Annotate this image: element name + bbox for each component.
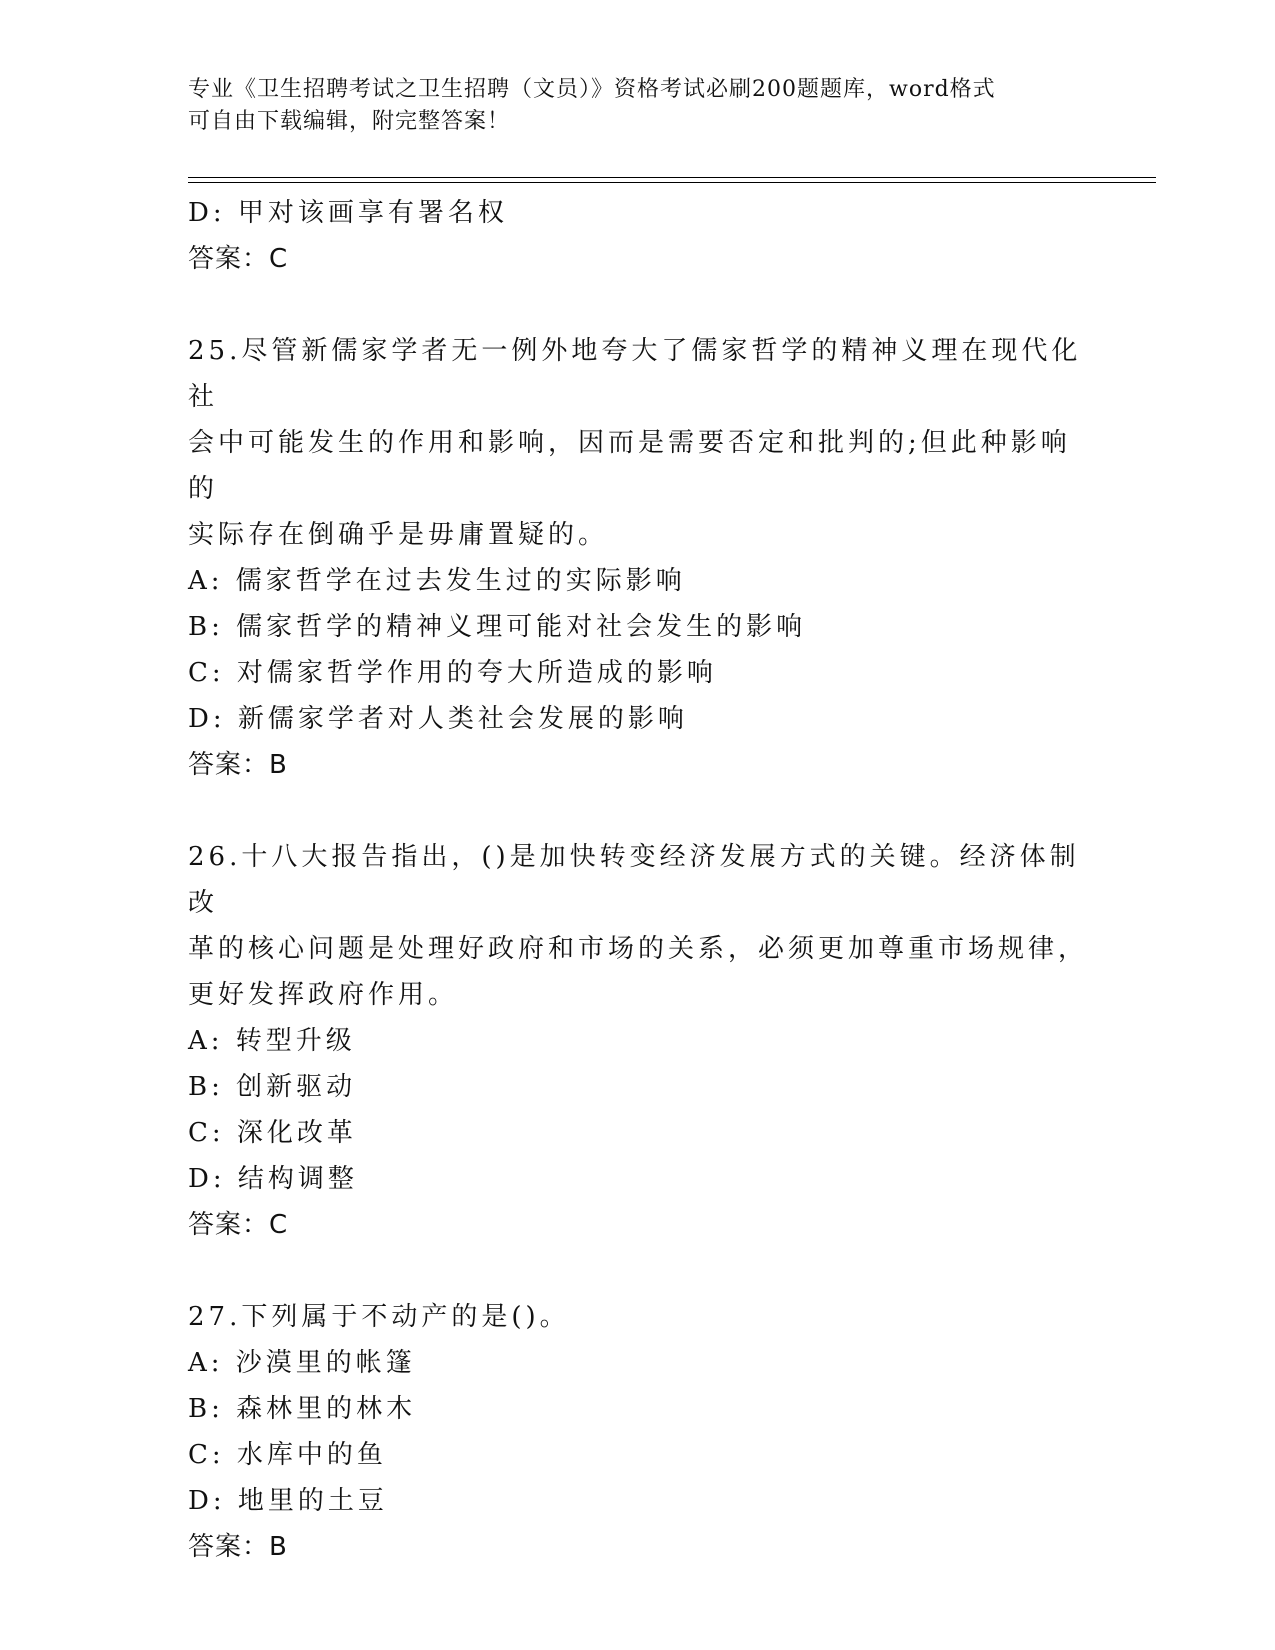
question-stem (188, 1294, 1088, 1340)
previous-question-tail (188, 190, 1088, 282)
stem-line: 27.下列属于不动产的是()。 (188, 1302, 570, 1332)
stem-line: 25.尽管新儒家学者无一例外地夸大了儒家哲学的精神义理在现代化社 (188, 336, 1082, 412)
answer: 答案：C (188, 244, 289, 274)
option-c: C: 水库中的鱼 (188, 1440, 387, 1470)
header-divider-bottom (188, 182, 1156, 183)
option-b: B: 森林里的林木 (188, 1394, 417, 1424)
question-list (188, 190, 1088, 1570)
spacer (188, 282, 1088, 328)
page-header (188, 74, 1068, 138)
answer: 答案：B (188, 750, 288, 780)
stem-line: 会中可能发生的作用和影响，因而是需要否定和批判的;但此种影响的 (188, 428, 1071, 504)
header-line-2: 可自由下载编辑，附完整答案！ (188, 109, 511, 134)
question-stem (188, 328, 1088, 558)
question-27 (188, 1294, 1088, 1570)
question-stem (188, 834, 1088, 1018)
answer: 答案：B (188, 1532, 288, 1562)
option-d: D: 新儒家学者对人类社会发展的影响 (188, 704, 688, 734)
option-d: D: 地里的土豆 (188, 1486, 388, 1516)
option-a: A: 沙漠里的帐篷 (188, 1348, 416, 1378)
header-line-1: 专业《卫生招聘考试之卫生招聘（文员）》资格考试必刷200题题库，word格式 (188, 77, 996, 102)
option-c: C: 对儒家哲学作用的夸大所造成的影响 (188, 658, 717, 688)
answer: 答案：C (188, 1210, 289, 1240)
spacer (188, 788, 1088, 834)
option-b: B: 儒家哲学的精神义理可能对社会发生的影响 (188, 612, 807, 642)
stem-line: 革的核心问题是处理好政府和市场的关系，必须更加尊重市场规律， (188, 934, 1089, 964)
spacer (188, 1248, 1088, 1294)
option-a: A: 转型升级 (188, 1026, 356, 1056)
stem-line: 更好发挥政府作用。 (188, 980, 459, 1010)
stem-line: 实际存在倒确乎是毋庸置疑的。 (188, 520, 609, 550)
question-26 (188, 834, 1088, 1248)
option-c: C: 深化改革 (188, 1118, 357, 1148)
header-divider-top (188, 177, 1156, 178)
option-b: B: 创新驱动 (188, 1072, 357, 1102)
option-d: D: 结构调整 (188, 1164, 358, 1194)
option-d: D: 甲对该画享有署名权 (188, 198, 508, 228)
question-25 (188, 328, 1088, 788)
option-a: A: 儒家哲学在过去发生过的实际影响 (188, 566, 686, 596)
stem-line: 26.十八大报告指出，()是加快转变经济发展方式的关键。经济体制改 (188, 842, 1080, 918)
